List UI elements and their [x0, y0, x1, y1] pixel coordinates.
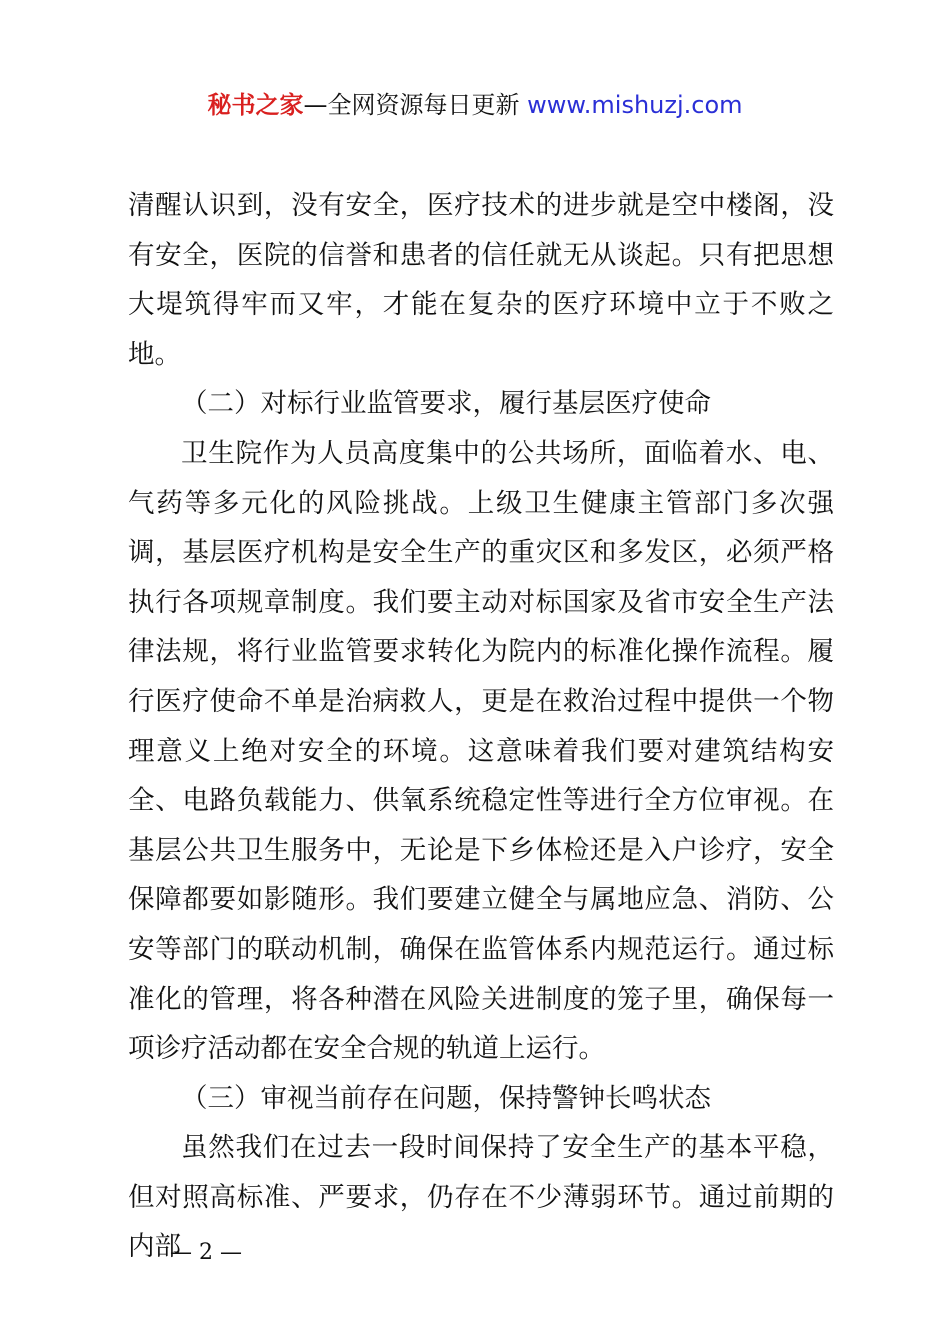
- paragraph-continuation: 清醒认识到，没有安全，医疗技术的进步就是空中楼阁，没有安全，医院的信誉和患者的信任就无从谈起。只有把思想大堤筑得牢而又牢，才能在复杂的医疗环境中立于不败之地。: [128, 190, 834, 370]
- section-heading-3: （三）审视当前存在问题，保持警钟长鸣状态: [181, 1082, 711, 1114]
- paragraph-section-3: 虽然我们在过去一段时间保持了安全生产的基本平稳，但对照高标准、严要求，仍存在不少薄弱环节。通过前期的内部: [128, 1132, 834, 1263]
- paragraph-section-2: 卫生院作为人员高度集中的公共场所，面临着水、电、气药等多元化的风险挑战。上级卫生健康主管部门多次强调，基层医疗机构是安全生产的重灾区和多发区，必须严格执行各项规章制度。我们要主动对标国家及省市安全生产法律法规，将行业监管要求转化为院内的标准化操作流程。履行医疗使命不单是治病救人，更是在救治过程中提供一个物理意义上绝对安全的环境。这意味着我们要对建筑结构安全、电路负载能力、供氧系统稳定性等进行全方位审视。在基层公共卫生服务中，无论是下乡体检还是入户诊疗，安全保障都要如影随形。我们要建立健全与属地应急、消防、公安等部门的联动机制，确保在监管体系内规范运行。通过标准化的管理，将各种潜在风险关进制度的笼子里，确保每一项诊疗活动都在安全合规的轨道上运行。: [128, 437, 834, 1065]
- page-header: [0, 88, 950, 122]
- header-slogan: —全网资源每日更新: [303, 91, 528, 119]
- header-brand: 秘书之家: [207, 91, 304, 119]
- page-number: — 2 —: [170, 1240, 242, 1265]
- document-body: [128, 181, 834, 1272]
- header-url-link[interactable]: www.mishuzj.com: [527, 91, 743, 119]
- section-heading-2: （二）对标行业监管要求，履行基层医疗使命: [181, 388, 711, 420]
